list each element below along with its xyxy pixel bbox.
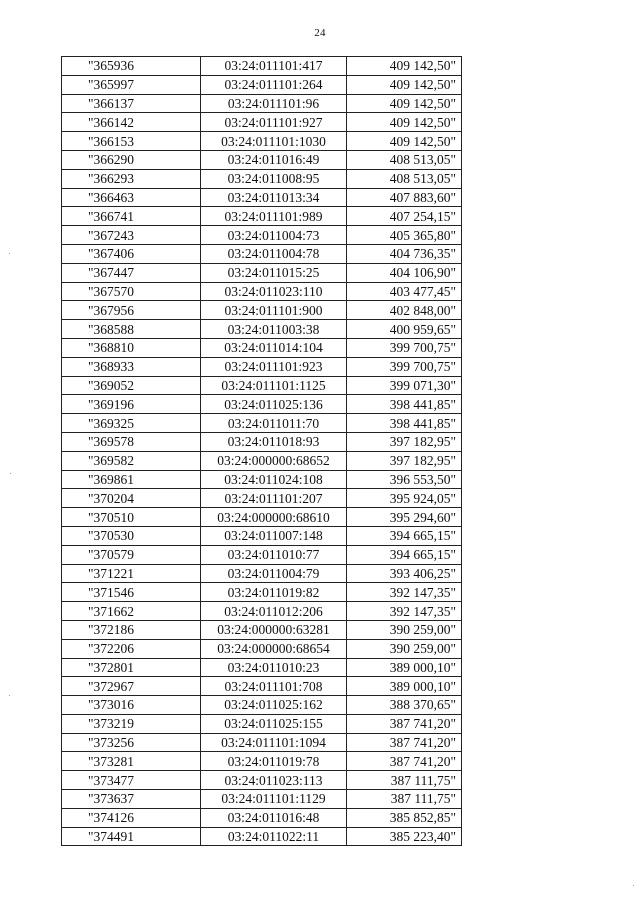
table-row <box>62 282 462 301</box>
row-number-cell: "367570 <box>62 282 201 301</box>
scan-mark <box>9 695 10 696</box>
value-cell: 399 700,75" <box>347 338 462 357</box>
data-table <box>61 56 462 846</box>
table-row <box>62 414 462 433</box>
cadastral-number-cell: 03:24:011011:70 <box>201 414 347 433</box>
row-number-cell: "369861 <box>62 470 201 489</box>
cadastral-number-cell: 03:24:011101:927 <box>201 113 347 132</box>
value-cell: 409 142,50" <box>347 57 462 76</box>
value-cell: 398 441,85" <box>347 414 462 433</box>
table-row <box>62 808 462 827</box>
cadastral-number-cell: 03:24:011010:23 <box>201 658 347 677</box>
table-row <box>62 338 462 357</box>
cadastral-number-cell: 03:24:011010:77 <box>201 545 347 564</box>
cadastral-number-cell: 03:24:011004:79 <box>201 564 347 583</box>
cadastral-number-cell: 03:24:011025:162 <box>201 696 347 715</box>
value-cell: 387 111,75" <box>347 790 462 809</box>
row-number-cell: "369578 <box>62 432 201 451</box>
value-cell: 387 741,20" <box>347 752 462 771</box>
scan-mark <box>633 885 634 886</box>
row-number-cell: "366463 <box>62 188 201 207</box>
row-number-cell: "367447 <box>62 263 201 282</box>
cadastral-number-cell: 03:24:011101:207 <box>201 489 347 508</box>
value-cell: 385 852,85" <box>347 808 462 827</box>
row-number-cell: "369582 <box>62 451 201 470</box>
cadastral-number-cell: 03:24:011003:38 <box>201 320 347 339</box>
cadastral-number-cell: 03:24:011008:95 <box>201 169 347 188</box>
row-number-cell: "370510 <box>62 508 201 527</box>
value-cell: 390 259,00" <box>347 620 462 639</box>
table-row <box>62 583 462 602</box>
table-row <box>62 432 462 451</box>
row-number-cell: "366293 <box>62 169 201 188</box>
cadastral-number-cell: 03:24:011022:11 <box>201 827 347 846</box>
table-row <box>62 771 462 790</box>
cadastral-number-cell: 03:24:000000:68610 <box>201 508 347 527</box>
cadastral-number-cell: 03:24:011019:78 <box>201 752 347 771</box>
cadastral-number-cell: 03:24:011018:93 <box>201 432 347 451</box>
table-row <box>62 508 462 527</box>
table-row <box>62 301 462 320</box>
table-row <box>62 132 462 151</box>
table-row <box>62 244 462 263</box>
value-cell: 405 365,80" <box>347 226 462 245</box>
row-number-cell: "368588 <box>62 320 201 339</box>
row-number-cell: "369196 <box>62 395 201 414</box>
value-cell: 392 147,35" <box>347 602 462 621</box>
table-row <box>62 57 462 76</box>
value-cell: 393 406,25" <box>347 564 462 583</box>
table-row <box>62 658 462 677</box>
table-row <box>62 545 462 564</box>
row-number-cell: "372967 <box>62 677 201 696</box>
row-number-cell: "373477 <box>62 771 201 790</box>
cadastral-number-cell: 03:24:011004:73 <box>201 226 347 245</box>
value-cell: 409 142,50" <box>347 94 462 113</box>
value-cell: 399 071,30" <box>347 376 462 395</box>
value-cell: 399 700,75" <box>347 357 462 376</box>
table-row <box>62 677 462 696</box>
cadastral-number-cell: 03:24:000000:68654 <box>201 639 347 658</box>
value-cell: 409 142,50" <box>347 113 462 132</box>
table-row <box>62 150 462 169</box>
row-number-cell: "374126 <box>62 808 201 827</box>
row-number-cell: "373219 <box>62 714 201 733</box>
table-row <box>62 470 462 489</box>
value-cell: 398 441,85" <box>347 395 462 414</box>
cadastral-number-cell: 03:24:011023:113 <box>201 771 347 790</box>
table-row <box>62 696 462 715</box>
cadastral-number-cell: 03:24:011025:155 <box>201 714 347 733</box>
row-number-cell: "367956 <box>62 301 201 320</box>
table-row <box>62 226 462 245</box>
value-cell: 407 254,15" <box>347 207 462 226</box>
value-cell: 389 000,10" <box>347 677 462 696</box>
row-number-cell: "368933 <box>62 357 201 376</box>
row-number-cell: "373016 <box>62 696 201 715</box>
value-cell: 396 553,50" <box>347 470 462 489</box>
row-number-cell: "371221 <box>62 564 201 583</box>
row-number-cell: "373281 <box>62 752 201 771</box>
cadastral-number-cell: 03:24:011025:136 <box>201 395 347 414</box>
row-number-cell: "374491 <box>62 827 201 846</box>
table-row <box>62 733 462 752</box>
cadastral-number-cell: 03:24:011101:1125 <box>201 376 347 395</box>
table-row <box>62 263 462 282</box>
row-number-cell: "366153 <box>62 132 201 151</box>
table-row <box>62 790 462 809</box>
cadastral-number-cell: 03:24:011024:108 <box>201 470 347 489</box>
cadastral-number-cell: 03:24:011101:900 <box>201 301 347 320</box>
row-number-cell: "370204 <box>62 489 201 508</box>
row-number-cell: "372206 <box>62 639 201 658</box>
table-row <box>62 526 462 545</box>
cadastral-number-cell: 03:24:011015:25 <box>201 263 347 282</box>
value-cell: 409 142,50" <box>347 75 462 94</box>
table-row <box>62 489 462 508</box>
cadastral-number-cell: 03:24:011004:78 <box>201 244 347 263</box>
scan-mark <box>9 253 10 254</box>
cadastral-number-cell: 03:24:011101:708 <box>201 677 347 696</box>
value-cell: 397 182,95" <box>347 451 462 470</box>
value-cell: 409 142,50" <box>347 132 462 151</box>
cadastral-number-cell: 03:24:011012:206 <box>201 602 347 621</box>
row-number-cell: "373256 <box>62 733 201 752</box>
cadastral-number-cell: 03:24:011101:989 <box>201 207 347 226</box>
value-cell: 394 665,15" <box>347 526 462 545</box>
row-number-cell: "369052 <box>62 376 201 395</box>
value-cell: 403 477,45" <box>347 282 462 301</box>
value-cell: 394 665,15" <box>347 545 462 564</box>
cadastral-number-cell: 03:24:011016:49 <box>201 150 347 169</box>
table-body <box>62 57 462 846</box>
row-number-cell: "370579 <box>62 545 201 564</box>
table-row <box>62 752 462 771</box>
value-cell: 388 370,65" <box>347 696 462 715</box>
cadastral-number-cell: 03:24:011023:110 <box>201 282 347 301</box>
cadastral-number-cell: 03:24:000000:63281 <box>201 620 347 639</box>
row-number-cell: "370530 <box>62 526 201 545</box>
table-row <box>62 639 462 658</box>
value-cell: 387 741,20" <box>347 733 462 752</box>
cadastral-number-cell: 03:24:011101:417 <box>201 57 347 76</box>
row-number-cell: "365936 <box>62 57 201 76</box>
row-number-cell: "366741 <box>62 207 201 226</box>
cadastral-number-cell: 03:24:011101:1129 <box>201 790 347 809</box>
table-row <box>62 451 462 470</box>
row-number-cell: "367243 <box>62 226 201 245</box>
page-number: 24 <box>314 27 326 39</box>
value-cell: 392 147,35" <box>347 583 462 602</box>
value-cell: 395 294,60" <box>347 508 462 527</box>
value-cell: 390 259,00" <box>347 639 462 658</box>
value-cell: 404 736,35" <box>347 244 462 263</box>
table-row <box>62 714 462 733</box>
value-cell: 400 959,65" <box>347 320 462 339</box>
value-cell: 408 513,05" <box>347 169 462 188</box>
value-cell: 404 106,90" <box>347 263 462 282</box>
cadastral-number-cell: 03:24:011016:48 <box>201 808 347 827</box>
row-number-cell: "371662 <box>62 602 201 621</box>
value-cell: 407 883,60" <box>347 188 462 207</box>
table-row <box>62 827 462 846</box>
value-cell: 387 111,75" <box>347 771 462 790</box>
value-cell: 385 223,40" <box>347 827 462 846</box>
table-row <box>62 357 462 376</box>
table-row <box>62 602 462 621</box>
table-row <box>62 620 462 639</box>
table-row <box>62 113 462 132</box>
row-number-cell: "368810 <box>62 338 201 357</box>
value-cell: 395 924,05" <box>347 489 462 508</box>
cadastral-number-cell: 03:24:011019:82 <box>201 583 347 602</box>
row-number-cell: "371546 <box>62 583 201 602</box>
value-cell: 408 513,05" <box>347 150 462 169</box>
cadastral-number-cell: 03:24:011101:264 <box>201 75 347 94</box>
row-number-cell: "372801 <box>62 658 201 677</box>
cadastral-number-cell: 03:24:011007:148 <box>201 526 347 545</box>
cadastral-number-cell: 03:24:011101:1030 <box>201 132 347 151</box>
table-row <box>62 395 462 414</box>
row-number-cell: "365997 <box>62 75 201 94</box>
cadastral-number-cell: 03:24:011101:96 <box>201 94 347 113</box>
table-row <box>62 376 462 395</box>
table-row <box>62 188 462 207</box>
row-number-cell: "373637 <box>62 790 201 809</box>
value-cell: 397 182,95" <box>347 432 462 451</box>
row-number-cell: "366142 <box>62 113 201 132</box>
table-row <box>62 75 462 94</box>
value-cell: 387 741,20" <box>347 714 462 733</box>
cadastral-number-cell: 03:24:000000:68652 <box>201 451 347 470</box>
table-row <box>62 169 462 188</box>
row-number-cell: "366137 <box>62 94 201 113</box>
table-row <box>62 320 462 339</box>
row-number-cell: "369325 <box>62 414 201 433</box>
cadastral-number-cell: 03:24:011014:104 <box>201 338 347 357</box>
row-number-cell: "367406 <box>62 244 201 263</box>
value-cell: 389 000,10" <box>347 658 462 677</box>
cadastral-number-cell: 03:24:011101:1094 <box>201 733 347 752</box>
cadastral-number-cell: 03:24:011013:34 <box>201 188 347 207</box>
table-row <box>62 207 462 226</box>
value-cell: 402 848,00" <box>347 301 462 320</box>
row-number-cell: "372186 <box>62 620 201 639</box>
cadastral-number-cell: 03:24:011101:923 <box>201 357 347 376</box>
table-row <box>62 564 462 583</box>
scan-mark <box>10 473 11 474</box>
row-number-cell: "366290 <box>62 150 201 169</box>
table-row <box>62 94 462 113</box>
